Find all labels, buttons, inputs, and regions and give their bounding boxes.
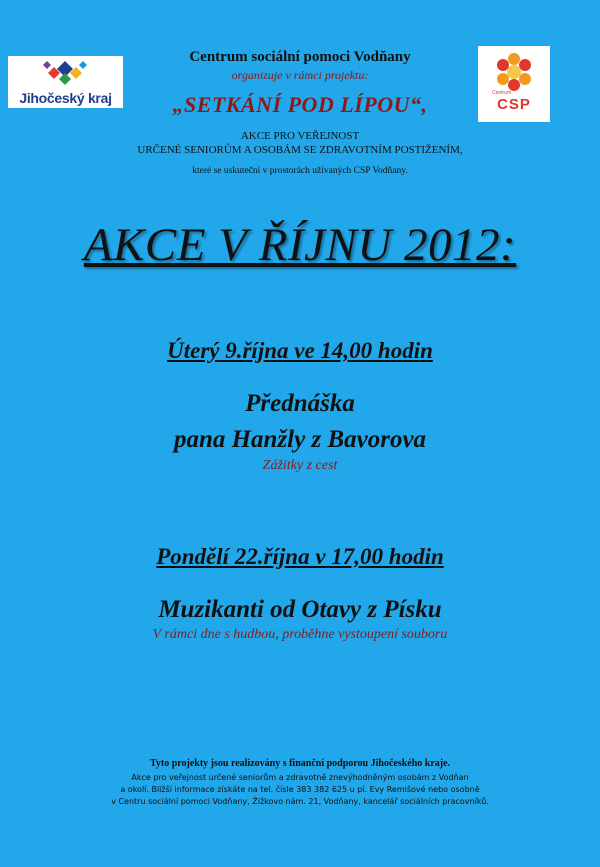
footer-title: Tyto projekty jsou realizovány s finanční podporou Jihočeského kraje. <box>149 758 451 769</box>
footer-line-3: v Centru sociální pomoci Vodňany, Žižkovo nám. 21, Vodňany, kancelář sociálních pracovníků. <box>111 797 489 806</box>
event-2-title: Muzikanti od Otavy z Písku <box>158 596 442 623</box>
header-line-2: URČENÉ SENIORŮM A OSOBÁM SE ZDRAVOTNÍM POSTIŽENÍM, <box>137 144 463 156</box>
header-line-3: které se uskuteční v prostorách užívaných CSP Vodňany. <box>192 166 408 176</box>
organizes-subtitle: organizuje v rámci projektu: <box>231 68 369 82</box>
event-1-title-line-2: pana Hanžly z Bavorova <box>173 426 427 453</box>
footer-line-1: Akce pro veřejnost určené seniorům a zdravotně znevýhodněným osobám z Vodňan <box>131 773 469 782</box>
csp-logo-text: CSP <box>497 96 531 113</box>
event-1-date: Úterý 9.října ve 14,00 hodin <box>167 338 433 363</box>
csp-small-text: Centrum <box>492 90 512 96</box>
event-1-note: Zážitky z cest <box>262 458 338 473</box>
footer-line-2: a okolí. Bližší informace získáte na tel. čísle 383 382 625 u pí. Evy Remišové nebo osobně <box>120 785 480 794</box>
organization-name: Centrum sociální pomoci Vodňany <box>189 49 411 65</box>
header-line-1: AKCE PRO VEŘEJNOST <box>240 130 360 142</box>
event-2-note: V rámci dne s hudbou, proběhne vystoupení souboru <box>152 627 448 642</box>
project-title: „SETKÁNÍ POD LÍPOU“, <box>172 92 428 117</box>
event-2-date: Pondělí 22.října v 17,00 hodin <box>156 544 444 569</box>
event-1-title-line-1: Přednáška <box>245 390 355 417</box>
region-logo-text: Jihočeský kraj <box>19 90 112 106</box>
main-headline: AKCE V ŘÍJNU 2012: <box>83 219 517 271</box>
